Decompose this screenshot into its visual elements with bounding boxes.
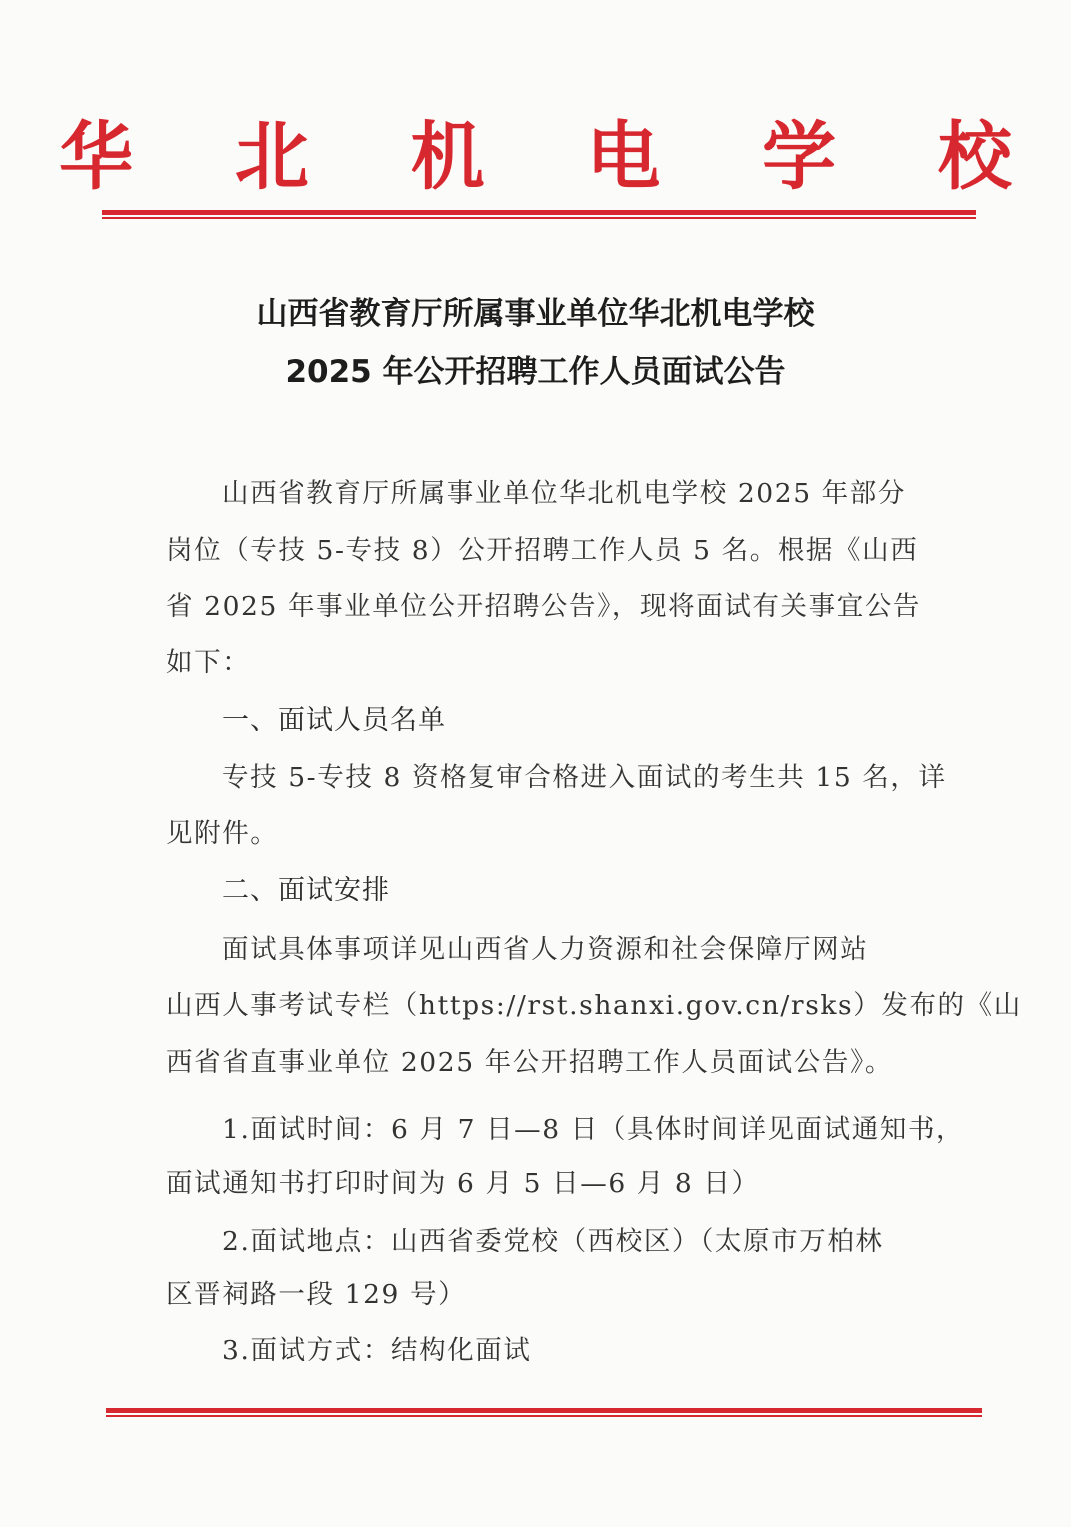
section1-text-line: 专技 5-专技 8 资格复审合格进入面试的考生共 15 名，详 xyxy=(222,762,947,793)
item-interview-location: 区晋祠路一段 129 号） xyxy=(166,1279,467,1310)
intro-line: 岗位（专技 5-专技 8）公开招聘工作人员 5 名。根据《山西 xyxy=(166,535,919,566)
letterhead-org-name: 华 北 机 电 学 校 xyxy=(59,114,1050,200)
item-interview-location: 2.面试地点：山西省委党校（西校区）（太原市万柏林 xyxy=(222,1226,884,1257)
section2-text-line: 山西人事考试专栏（https://rst.shanxi.gov.cn/rsks）发布的《山 xyxy=(166,990,1022,1021)
item-interview-format: 3.面试方式：结构化面试 xyxy=(222,1335,532,1366)
section2-text-line: 西省省直事业单位 2025 年公开招聘工作人员面试公告》。 xyxy=(166,1047,893,1078)
document-title-line1: 山西省教育厅所属事业单位华北机电学校 xyxy=(256,296,815,332)
section2-text-line: 面试具体事项详见山西省人力资源和社会保障厅网站 xyxy=(222,934,869,965)
intro-line: 如下： xyxy=(166,647,251,678)
intro-line: 省 2025 年事业单位公开招聘公告》，现将面试有关事宜公告 xyxy=(166,591,922,622)
section1-text-line: 见附件。 xyxy=(166,818,279,849)
intro-line: 山西省教育厅所属事业单位华北机电学校 2025 年部分 xyxy=(222,478,906,509)
footer-divider xyxy=(106,1408,982,1417)
section-heading-interviewees: 一、面试人员名单 xyxy=(222,705,446,736)
document-title-line2: 2025 年公开招聘工作人员面试公告 xyxy=(285,354,786,390)
item-interview-time: 面试通知书打印时间为 6 月 5 日—6 月 8 日） xyxy=(166,1168,760,1199)
letterhead-divider xyxy=(102,210,976,219)
section-heading-arrangements: 二、面试安排 xyxy=(222,875,390,906)
item-interview-time: 1.面试时间：6 月 7 日—8 日（具体时间详见面试通知书， xyxy=(222,1114,965,1145)
